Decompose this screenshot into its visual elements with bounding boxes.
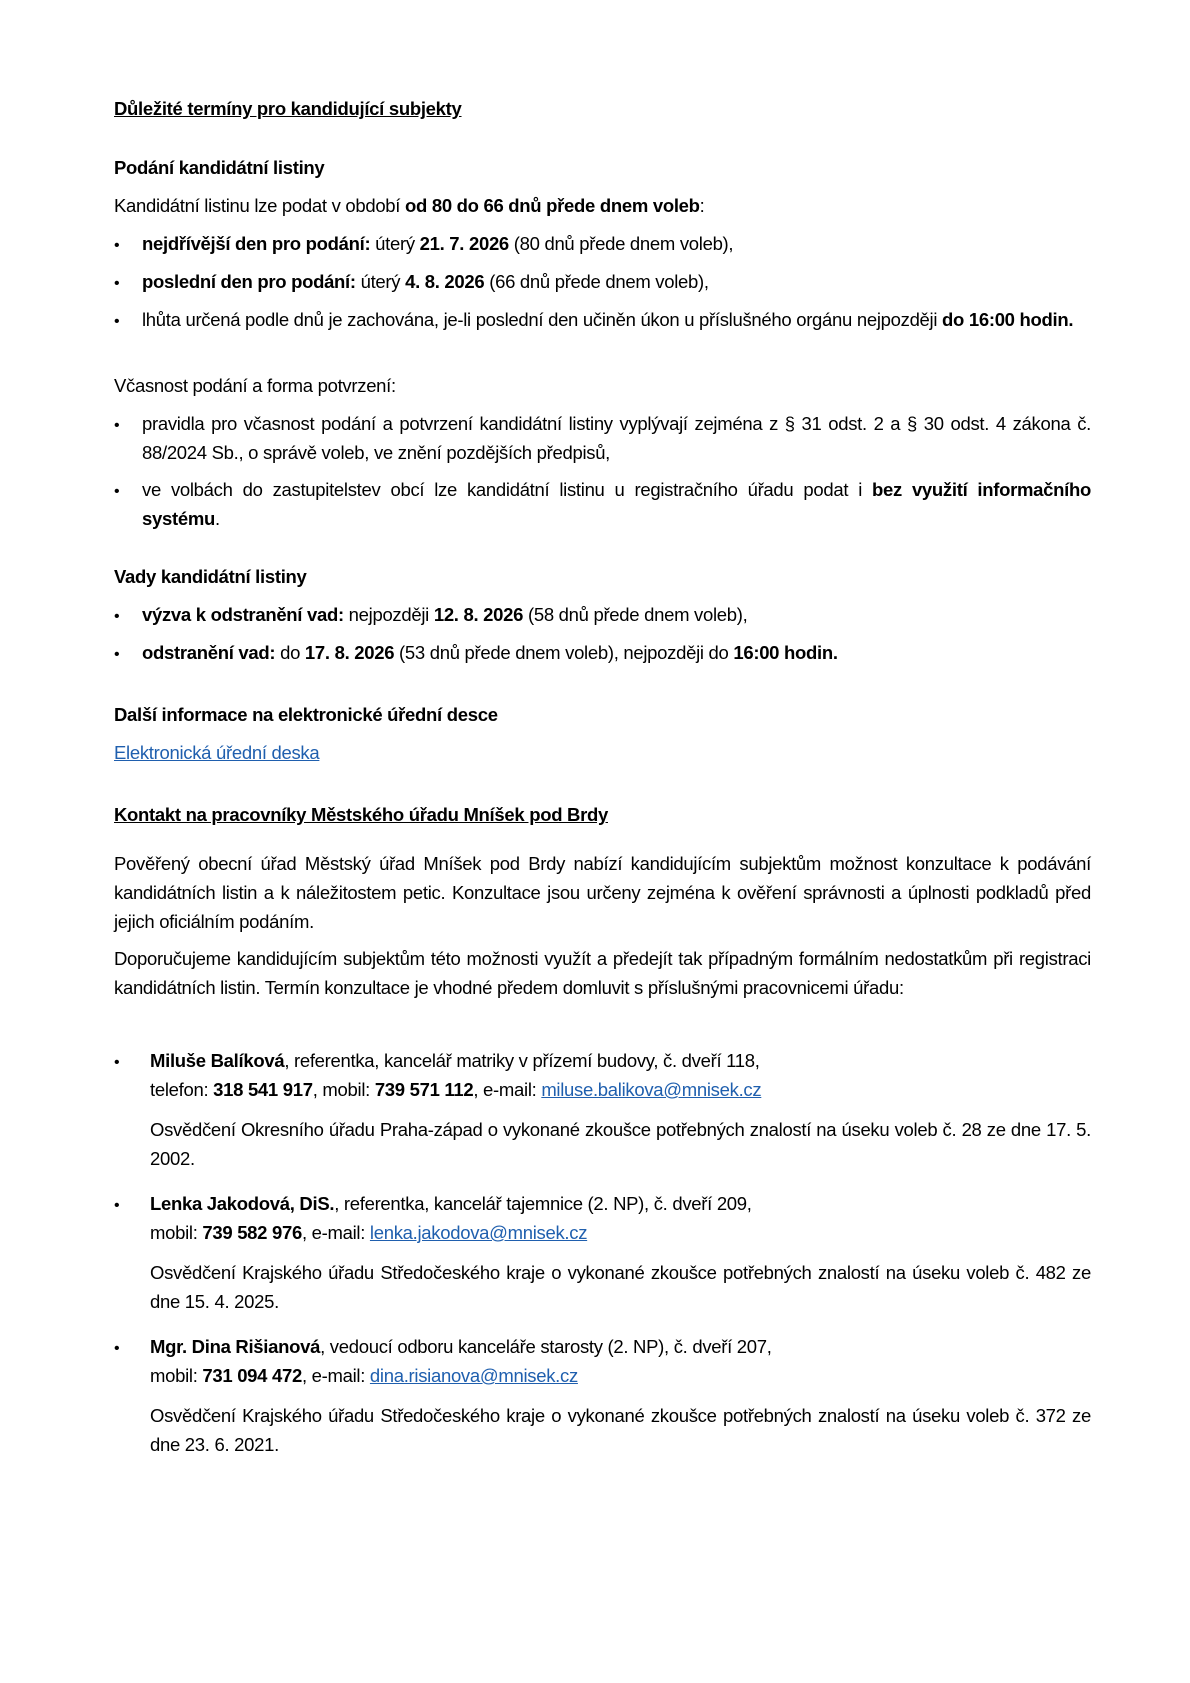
person-name: Lenka Jakodová, DiS. bbox=[150, 1193, 335, 1214]
certification-note: Osvědčení Krajského úřadu Středočeského kraje o vykonané zkoušce potřebných znalostí na úseku voleb č. 372 ze dne 23. 6. 2021. bbox=[150, 1405, 1091, 1455]
list-item-rules: • pravidla pro včasnost podání a potvrzení kandidátní listiny vyplývají zejména z § 31 odst. 2 a § 30 odst. 4 zákona č. 88/2024 Sb., o správě voleb, ve znění pozdějších předpisů, bbox=[114, 409, 1091, 467]
submission-heading: Podání kandidátní listiny bbox=[114, 157, 325, 178]
contact-person-jakodova: • Lenka Jakodová, DiS., referentka, kancelář tajemnice (2. NP), č. dveří 209, mobil: 739 582 976, e-mail: lenka.jakodova@mnisek.cz Osvědčení Krajského úřadu Středočeského kraje o vykonané zkoušce potřebných znalostí na úseku voleb č. 482 ze dne 15. 4. 2025. bbox=[114, 1189, 1091, 1316]
bullet-icon bbox=[114, 229, 128, 260]
list-item-defects-removal: • odstranění vad: do 17. 8. 2026 (53 dnů přede dnem voleb), nejpozději do 16:00 hodin. bbox=[114, 638, 1091, 667]
list-item-municipal: • ve volbách do zastupitelstev obcí lze kandidátní listinu u registračního úřadu podat i bez využití informačního systému. bbox=[114, 475, 1091, 533]
bullet-icon bbox=[114, 267, 128, 298]
board-link-row bbox=[114, 738, 1091, 767]
contact-person-risianova: • Mgr. Dina Rišianová, vedoucí odboru kanceláře starosty (2. NP), č. dveří 207, mobil: 731 094 472, e-mail: dina.risianova@mnisek.cz Osvědčení Krajského úřadu Středočeského kraje o vykonané zkoušce potřebných znalostí na úseku voleb č. 372 ze dne 23. 6. 2021. bbox=[114, 1332, 1091, 1459]
bullet-icon bbox=[114, 1046, 128, 1077]
defects-heading: Vady kandidátní listiny bbox=[114, 566, 307, 587]
contacts-paragraph-2: Doporučujeme kandidujícím subjektům této možnosti využít a předejít tak případným formálním nedostatkům při registraci kandidátních listin. Termín konzultace je vhodné předem domluvit s příslušnými pracovnicemi úřadu: bbox=[114, 948, 1091, 998]
mobile-number: 739 571 112 bbox=[374, 1079, 474, 1100]
list-item-last-day: • poslední den pro podání: úterý 4. 8. 2026 (66 dnů přede dnem voleb), bbox=[114, 267, 1091, 296]
submission-intro: Kandidátní listinu lze podat v období od 80 do 66 dnů přede dnem voleb: bbox=[114, 195, 705, 216]
bullet-icon bbox=[114, 1332, 128, 1363]
list-item-deadline-rule: • lhůta určená podle dnů je zachována, je-li poslední den učiněn úkon u příslušného orgánu nejpozději do 16:00 hodin. bbox=[114, 305, 1091, 334]
mobile-number: 731 094 472 bbox=[202, 1365, 302, 1386]
bullet-icon bbox=[114, 638, 128, 669]
contacts-paragraph-1: Pověřený obecní úřad Městský úřad Mníšek pod Brdy nabízí kandidujícím subjektům možnost konzultace k podávání kandidátních listin a k náležitostem petic. Konzultace jsou určeny zejména k ověření správnosti a úplnosti podkladů před jejich oficiálním podáním. bbox=[114, 853, 1091, 932]
person-name: Mgr. Dina Rišianová bbox=[150, 1336, 321, 1357]
email-link[interactable]: dina.risianova@mnisek.cz bbox=[369, 1365, 578, 1386]
email-link[interactable]: miluse.balikova@mnisek.cz bbox=[541, 1079, 762, 1100]
mobile-number: 739 582 976 bbox=[202, 1222, 302, 1243]
contacts-heading: Kontakt na pracovníky Městského úřadu Mníšek pod Brdy bbox=[114, 804, 608, 825]
list-item-earliest-day: • nejdřívější den pro podání: úterý 21. 7. 2026 (80 dnů přede dnem voleb), bbox=[114, 229, 1091, 258]
email-link[interactable]: lenka.jakodova@mnisek.cz bbox=[369, 1222, 588, 1243]
bullet-icon bbox=[114, 305, 128, 336]
list-item-defects-call: • výzva k odstranění vad: nejpozději 12. 8. 2026 (58 dnů přede dnem voleb), bbox=[114, 600, 1091, 629]
certification-note: Osvědčení Krajského úřadu Středočeského kraje o vykonané zkoušce potřebných znalostí na úseku voleb č. 482 ze dne 15. 4. 2025. bbox=[150, 1262, 1091, 1312]
bullet-icon bbox=[114, 475, 128, 506]
bullet-icon bbox=[114, 600, 128, 631]
board-heading: Další informace na elektronické úřední desce bbox=[114, 704, 498, 725]
phone-number: 318 541 917 bbox=[213, 1079, 313, 1100]
timeliness-heading: Včasnost podání a forma potvrzení: bbox=[114, 375, 396, 396]
page-title: Důležité termíny pro kandidující subjekty bbox=[114, 98, 462, 119]
contact-person-balikova: • Miluše Balíková, referentka, kancelář matriky v přízemí budovy, č. dveří 118, telefon: 318 541 917, mobil: 739 571 112, e-mail: miluse.balikova@mnisek.cz Osvědčení Okresního úřadu Praha-západ o vykonané zkoušce potřebných znalostí na úseku voleb č. 28 ze dne 17. 5. 2002. bbox=[114, 1046, 1091, 1173]
bullet-icon bbox=[114, 1189, 128, 1220]
e-board-link[interactable]: Elektronická úřední deska bbox=[114, 742, 320, 763]
bullet-icon bbox=[114, 409, 128, 440]
certification-note: Osvědčení Okresního úřadu Praha-západ o vykonané zkoušce potřebných znalostí na úseku voleb č. 28 ze dne 17. 5. 2002. bbox=[150, 1119, 1091, 1169]
person-name: Miluše Balíková bbox=[150, 1050, 285, 1071]
